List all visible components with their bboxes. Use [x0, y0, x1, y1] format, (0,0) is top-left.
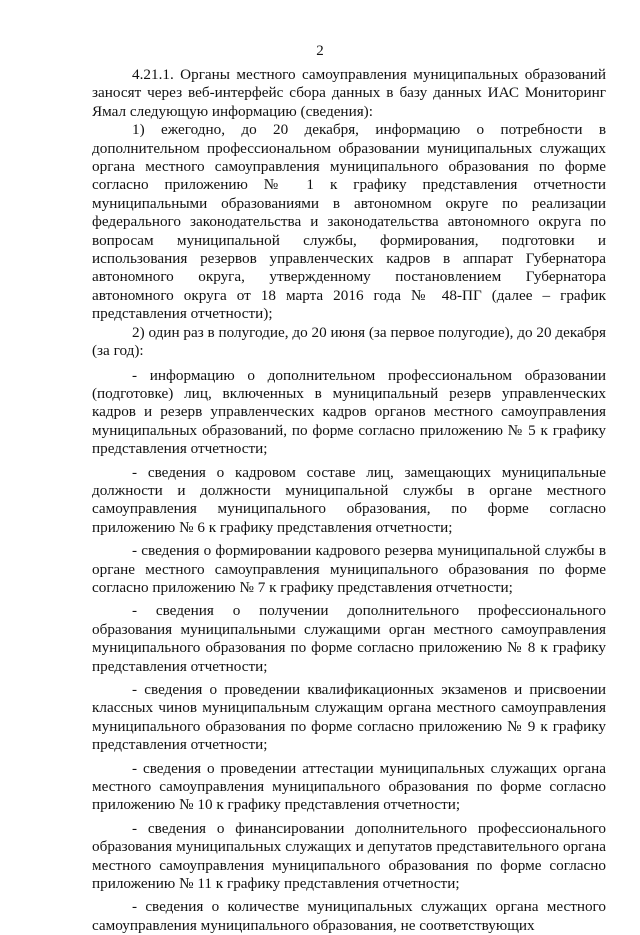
list-item-financing: - сведения о финансировании дополнительного профессионального образования муниципальных служащих и депутатов представительного органа местного самоуправления муниципального образования по форме согласно приложению № 11 к графику представления отчетности; — [92, 819, 606, 893]
paragraph-semiannual: 2) один раз в полугодие, до 20 июня (за первое полугодие), до 20 декабря (за год): — [92, 323, 607, 360]
list-item-reserve-training: - информацию о дополнительном профессиональном образовании (подготовке) лиц, включенных в муниципальный резерв управленческих кадров и резерв управленческих кадров органов местного самоуправления муниципальных образований, по форме согласно приложению № 5 к графику представления отчетности; — [92, 366, 606, 458]
document-body — [92, 66, 606, 935]
paragraph-intro: 4.21.1. Органы местного самоуправления муниципальных образований заносят через веб-интерфейс сбора данных в базу данных ИАС Мониторинг Ямал следующую информацию (сведения): — [92, 66, 606, 120]
list-item-personnel-reserve: - сведения о формировании кадрового резерва муниципальной службы в органе местного самоуправления муниципального образования по форме согласно приложению № 7 к графику представления отчетности; — [92, 542, 606, 596]
list-item-additional-education: - сведения о получении дополнительного профессионального образования муниципальными служащими орган местного самоуправления муниципального образования по форме согласно приложению № 8 к графику представления отчетности; — [92, 602, 606, 675]
list-item-qualification-exams: - сведения о проведении квалификационных экзаменов и присвоении классных чинов муниципальным служащим органа местного самоуправления муниципального образования по форме согласно приложению № 9 к графику представления отчетности; — [92, 681, 606, 754]
list-item-staff-composition: - сведения о кадровом составе лиц, замещающих муниципальные должности и должности муниципальной службы в органе местного самоуправления муниципального образования, по форме согласно приложению № 6 к графику представления отчетности; — [92, 463, 606, 536]
list-item-attestation: - сведения о проведении аттестации муниципальных служащих органа местного самоуправления муниципального образования по форме согласно приложению № 10 к графику представления отчетности; — [92, 759, 606, 814]
list-item-staff-count: - сведения о количестве муниципальных служащих органа местного самоуправления муниципального образования, не соответствующих — [92, 898, 606, 934]
paragraph-annual: 1) ежегодно, до 20 декабря, информацию о потребности в дополнительном профессиональном образовании муниципальных служащих органа местного самоуправления муниципального образования по форме согласно приложению № 1 к графику представления отчетности муниципальными образованиями в автономном округе по реализации федерального законодательства и законодательства автономного округа по вопросам муниципальной службы, формирования, подготовки и использования резервов управленческих кадров в аппарат Губернатора автономного округа, утвержденному постановлением Губернатора автономного округа от 18 марта 2016 года № 48-ПГ (далее – график представления отчетности); — [92, 121, 606, 323]
page-number: 2 — [316, 43, 324, 59]
